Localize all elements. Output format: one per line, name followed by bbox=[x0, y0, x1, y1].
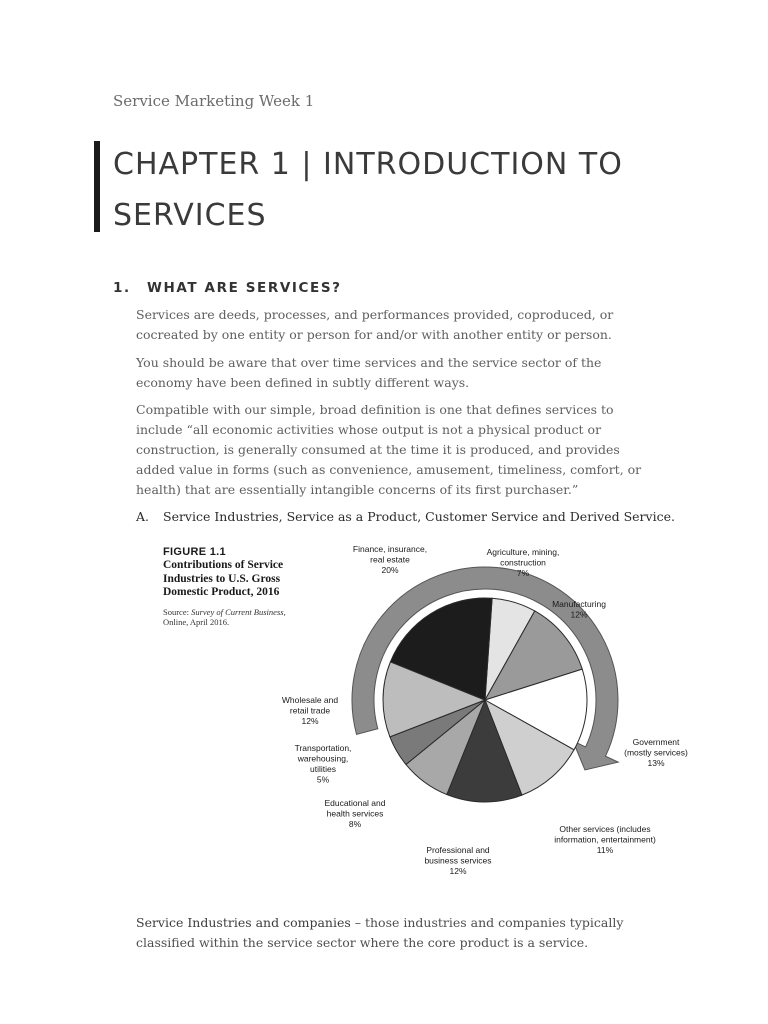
pie-slice-label-line: Transportation, bbox=[294, 743, 352, 753]
pie-slice-label bbox=[282, 695, 339, 726]
subheading-letter: A. bbox=[136, 509, 150, 524]
chapter-title: CHAPTER 1 | INTRODUCTION TO SERVICES bbox=[113, 147, 623, 233]
pie-slice-label-line: (mostly services) bbox=[624, 747, 688, 758]
pie-slice-label-line: 20% bbox=[381, 565, 399, 575]
pie-slice-label-line: 13% bbox=[647, 758, 665, 768]
paragraph-evolution: You should be aware that over time services and the service sector of the economy have been defined in subtly different ways. bbox=[136, 355, 602, 390]
pie-slice-label bbox=[325, 798, 386, 829]
footer-term: Service Industries and companies bbox=[136, 915, 351, 930]
pie-slice-label bbox=[424, 845, 491, 876]
pie-slices bbox=[383, 598, 587, 802]
pie-slice-label-line: 12% bbox=[570, 609, 588, 620]
figure-source-publication: Survey of Current Business bbox=[191, 606, 284, 617]
pie-slice-label bbox=[353, 544, 427, 575]
pie-slice-label-line: 12% bbox=[449, 866, 467, 876]
pie-slice-label-line: Other services (includes bbox=[559, 824, 651, 834]
pie-slice-label-line: 12% bbox=[301, 716, 319, 726]
pie-slice-label-line: Finance, insurance, bbox=[352, 544, 428, 554]
pie-slice-label-line: 7% bbox=[516, 568, 530, 578]
pie-slice-label-line: Wholesale and bbox=[281, 695, 339, 705]
footer-definition: – those industries and companies typically classified within the service sector where the core product is a service. bbox=[136, 915, 624, 950]
pie-slice-label-line: utilities bbox=[310, 764, 336, 774]
pie-slice-label bbox=[624, 737, 688, 768]
pie-slice-label-line: Government bbox=[632, 737, 680, 747]
pie-slice-label-line: Educational and bbox=[324, 798, 386, 808]
figure-label: FIGURE 1.1 bbox=[163, 546, 226, 558]
section-title: WHAT ARE SERVICES? bbox=[147, 280, 342, 296]
paragraph-definition: Services are deeds, processes, and performances provided, coproduced, or cocreated by one entity or person for and/or with another entity or person. bbox=[136, 307, 614, 342]
pie-slice-label-line: Professional and bbox=[426, 845, 490, 855]
pie-slice-label-line: warehousing, bbox=[297, 753, 349, 764]
figure-title: Contributions of Service Industries to U.S. Gross Domestic Product, 2016 bbox=[163, 559, 284, 598]
pie-slice-label-line: 8% bbox=[348, 819, 362, 829]
paragraph-broad-definition: Compatible with our simple, broad definition is one that defines services to include “all economic activities whose output is not a physical product or construction, is generally consumed at the time it is produced, and provides added value in forms (such as convenience, amusement, timeliness, comfort, or health) that are essentially intangible concerns of its first purchaser.” bbox=[136, 402, 642, 497]
pie-slice-label bbox=[295, 743, 352, 785]
pie-slice-label-line: Manufacturing bbox=[552, 599, 606, 609]
pie-slice-label-line: health services bbox=[326, 808, 384, 819]
page-header: Service Marketing Week 1 bbox=[113, 92, 315, 110]
figure-source-prefix: Source: bbox=[163, 606, 192, 617]
pie-slice-label-line: Agriculture, mining, bbox=[486, 547, 560, 557]
pie-slice-label-line: 11% bbox=[596, 845, 614, 855]
pie-slice-label bbox=[554, 824, 656, 855]
pie-slice-label-line: construction bbox=[500, 557, 546, 568]
figure-source-suffix: , Online, April 2016. bbox=[163, 606, 286, 627]
pie-slice-label-line: business services bbox=[424, 855, 492, 866]
pie-slice-label-line: information, entertainment) bbox=[554, 834, 656, 845]
pie-slice-label-line: retail trade bbox=[289, 705, 331, 716]
section-number: 1. bbox=[113, 280, 131, 296]
subheading-text: Service Industries, Service as a Product, Customer Service and Derived Service. bbox=[163, 509, 675, 524]
pie-slice-label-line: real estate bbox=[370, 554, 410, 565]
pie-slice-label-line: 5% bbox=[316, 774, 330, 785]
footer-paragraph bbox=[136, 913, 656, 953]
